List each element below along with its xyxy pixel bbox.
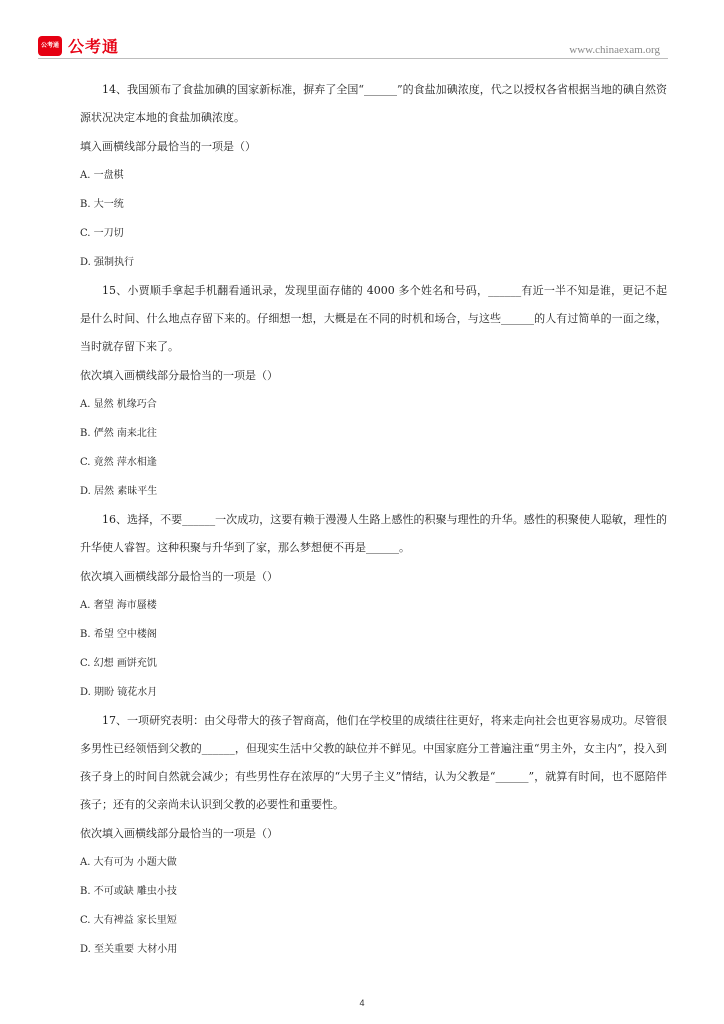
option-d: D. 至关重要 大材小用 (80, 944, 178, 955)
option-c: C. 一刀切 (80, 228, 124, 239)
document-body (80, 76, 667, 964)
header-divider (38, 58, 668, 59)
option-d: D. 强制执行 (80, 257, 135, 268)
question-prompt (80, 132, 667, 161)
option-d: D. 期盼 镜花水月 (80, 687, 158, 698)
option-a: A. 显然 机缘巧合 (80, 399, 157, 410)
question-16 (80, 506, 667, 707)
question-stem: 17、一项研究表明：由父母带大的孩子智商高，他们在学校里的成绩往往更好，将来走向社会也更容易成功。尽管很多男性已经领悟到父教的______，但现实生活中父教的缺位并不鲜见。中国家庭分工普遍注重“男主外，女主内”，投入到孩子身上的时间自然就会减少；有些男性存在浓厚的“大男子主义”情结，认为父教是“______”，就算有时间，也不愿陪伴孩子；还有的父亲尚未认识到父教的必要性和重要性。 (80, 714, 667, 811)
question-prompt: 依次填入画横线部分最恰当的一项是（） (80, 369, 278, 382)
option-a: A. 大有可为 小题大做 (80, 857, 177, 868)
question-prompt-text: 填入画横线部分最恰当的一项是（） (80, 140, 256, 153)
logo (38, 34, 119, 57)
page-header (38, 30, 668, 64)
logo-text: 公考通 (68, 37, 120, 56)
option-a: A. 一盘棋 (80, 170, 124, 181)
question-15 (80, 277, 667, 506)
option-c: C. 大有裨益 家长里短 (80, 915, 177, 926)
option-b: B. 俨然 南来北往 (80, 428, 157, 439)
question-prompt: 依次填入画横线部分最恰当的一项是（） (80, 570, 278, 583)
option-a: A. 奢望 海市蜃楼 (80, 600, 157, 611)
logo-badge: 公考通 (38, 36, 62, 56)
question-14 (80, 76, 667, 277)
option-c: C. 幻想 画饼充饥 (80, 658, 157, 669)
option-b: B. 大一统 (80, 199, 124, 210)
question-stem: 14、我国颁布了食盐加碘的国家新标准，摒弃了全国“______”的食盐加碘浓度，代之以授权各省根据当地的碘自然资源状况决定本地的食盐加碘浓度。 (80, 83, 667, 124)
question-stem: 16、选择，不要______一次成功，这要有赖于漫漫人生路上感性的积聚与理性的升华。感性的积聚使人聪敏，理性的升华使人睿智。这种积聚与升华到了家，那么梦想便不再是______。 (80, 513, 667, 554)
option-b: B. 希望 空中楼阁 (80, 629, 157, 640)
option-d: D. 居然 素昧平生 (80, 486, 158, 497)
site-url: www.chinaexam.org (569, 44, 660, 56)
page-number: 4 (359, 998, 365, 1008)
option-b: B. 不可或缺 雕虫小技 (80, 886, 177, 897)
option-c: C. 竟然 萍水相逢 (80, 457, 157, 468)
question-prompt: 依次填入画横线部分最恰当的一项是（） (80, 827, 278, 840)
question-17 (80, 707, 667, 964)
question-stem: 15、小贾顺手拿起手机翻看通讯录，发现里面存储的 4000 多个姓名和号码，______有近一半不知是谁，更记不起是什么时间、什么地点存留下来的。仔细想一想，大概是在不同的时机和场合，与这些______的人有过简单的一面之缘，当时就存留下来了。 (80, 284, 667, 353)
